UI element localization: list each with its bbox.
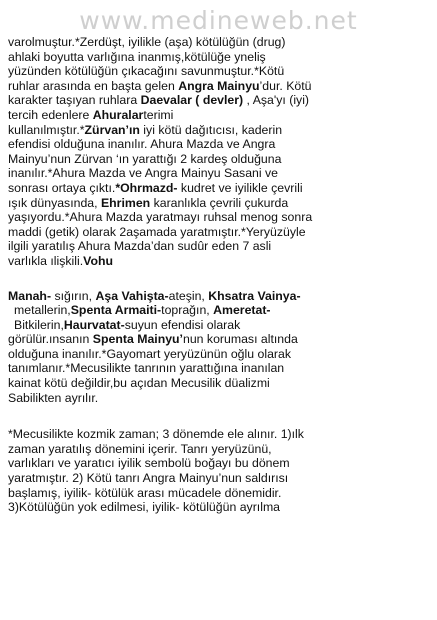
text-line (8, 254, 432, 269)
text-line (8, 332, 432, 347)
text-run: tanımlanır.*Mecusilikte tanrının yarattığına inanılan (8, 361, 285, 376)
text-run: terimi (143, 107, 174, 122)
bold-term: Ehrimen (100, 195, 151, 210)
bold-term: Ahuralar (92, 107, 144, 122)
text-run: 3)Kötülüğün yok edilmesi, iyilik- kötülüğün ayrılma (8, 500, 281, 515)
text-run: görülür.ınsanın (8, 332, 93, 347)
text-run: metallerin, (14, 303, 71, 318)
bold-term: Khsatra Vainya- (208, 288, 301, 303)
text-line (8, 361, 432, 376)
bold-term: *Ohrmazd- (115, 180, 178, 195)
text-run: ışık dünyasında, (8, 195, 101, 210)
bold-term: Ameretat- (213, 303, 271, 318)
text-run: , Aşa'yı (iyi) (243, 93, 310, 108)
text-run: zaman yaratılış dönemini içerir. Tanrı yeryüzünü, (8, 441, 272, 456)
text-line (8, 64, 432, 79)
text-line (8, 303, 432, 318)
text-run: ’dur. Kötü (259, 78, 312, 93)
text-line (8, 289, 432, 304)
bold-term: Haurvatat- (63, 317, 125, 332)
text-run: Bitkilerin, (14, 317, 64, 332)
paragraph-gap (8, 269, 432, 289)
text-run: varlıkla ılişkili. (8, 253, 84, 268)
text-run: karakter taşıyan ruhlara (8, 93, 141, 108)
text-run: ateşin, (168, 288, 209, 303)
text-run: kainat kötü değildir,bu açıdan Mecusilik düalizmi (8, 376, 270, 391)
paragraph-cosmic-time (8, 427, 432, 515)
bold-term: Angra Mainyu (178, 78, 260, 93)
text-line (8, 376, 432, 391)
text-run: ruhlar arasında en başta gelen (8, 78, 179, 93)
text-line (8, 486, 432, 501)
text-run: kullanılmıştır.* (8, 122, 85, 137)
bold-term: Aşa Vahişta- (95, 288, 169, 303)
text-line (8, 427, 432, 442)
text-line (8, 225, 432, 240)
text-run: Mainyu’nun Zürvan ‘ın yarattığı 2 kardeş olduğuna (8, 151, 282, 166)
text-line (8, 196, 432, 211)
bold-term: Zürvan’ın (84, 122, 140, 137)
text-run: yaşıyordu.*Ahura Mazda yaratmayı ruhsal menog sonra (8, 210, 313, 225)
text-run: sonrası ortaya çıktı. (8, 180, 116, 195)
text-line (8, 93, 432, 108)
text-line (8, 181, 432, 196)
text-line (8, 152, 432, 167)
text-line (8, 123, 432, 138)
text-line (8, 239, 432, 254)
text-line (8, 471, 432, 486)
document-body (8, 35, 432, 515)
text-line (8, 391, 432, 406)
text-run: başlamış, iyilik- kötülük arası mücadele dönemidir. (8, 485, 282, 500)
bold-term: Manah- (8, 288, 52, 303)
text-line (8, 108, 432, 123)
text-run: olduğuna inanılır.*Gayomart yeryüzünün oğlu olarak (8, 346, 292, 361)
text-line (8, 137, 432, 152)
text-line (8, 79, 432, 94)
text-line (8, 456, 432, 471)
text-run: efendisi olduğuna inanılır. Ahura Mazda ve Angra (8, 137, 276, 152)
text-run: iyi kötü dağıtıcısı, kaderin (139, 122, 283, 137)
watermark: www.medineweb.net (79, 6, 358, 35)
bold-term: Vohu (83, 253, 113, 268)
text-run: ahlaki boyutta varlığına inanmış,kötülüğe yneliş (8, 49, 266, 64)
text-line (8, 442, 432, 457)
text-run: varlıkları ve yaratıcı iyilik sembolü boğayı bu dönem (8, 456, 290, 471)
text-run: maddi (getik) olarak 2aşamada yaratmıştır.*Yeryüzüyle (8, 224, 306, 239)
text-run: yaratmıştır. 2) Kötü tanrı Angra Mainyu’nun saldırısı (8, 471, 289, 486)
text-run: kudret ve iyilikle çevrili (177, 180, 303, 195)
bold-term: Spenta Armaiti- (70, 303, 162, 318)
text-run: yüzünden kötülüğün çıkacağını savunmuştur.*Kötü (8, 64, 285, 79)
text-run: toprağın, (161, 303, 214, 318)
text-run: inanılır.*Ahura Mazda ve Angra Mainyu Sasani ve (8, 166, 279, 181)
text-run: ilgili yaratılış Ahura Mazda’dan sudûr eden 7 asli (8, 239, 272, 254)
bold-term: Spenta Mainyu’ (92, 332, 183, 347)
text-run: sığırın, (51, 288, 96, 303)
text-run: suyun efendisi olarak (124, 317, 241, 332)
paragraph-zerdust (8, 35, 432, 269)
text-line (8, 318, 432, 333)
paragraph-gap (8, 405, 432, 427)
text-run: tercih edenlere (8, 107, 93, 122)
text-run: varolmuştur.*Zerdüşt, iyilikle (aşa) kötülüğün (drug) (8, 35, 286, 49)
text-run: karanlıkla çevrili çukurda (150, 195, 289, 210)
text-line (8, 500, 432, 515)
text-run: *Mecusilikte kozmik zaman; 3 dönemde ele alınır. 1)ılk (8, 427, 304, 442)
text-run: nun koruması altında (182, 332, 298, 347)
bold-term: Daevalar ( devler) (140, 93, 244, 108)
text-line (8, 166, 432, 181)
text-line (8, 50, 432, 65)
paragraph-amesha-spentas (8, 289, 432, 406)
text-line (8, 35, 432, 50)
text-run: Sabilikten ayrılır. (8, 390, 99, 405)
text-line (8, 210, 432, 225)
text-line (8, 347, 432, 362)
